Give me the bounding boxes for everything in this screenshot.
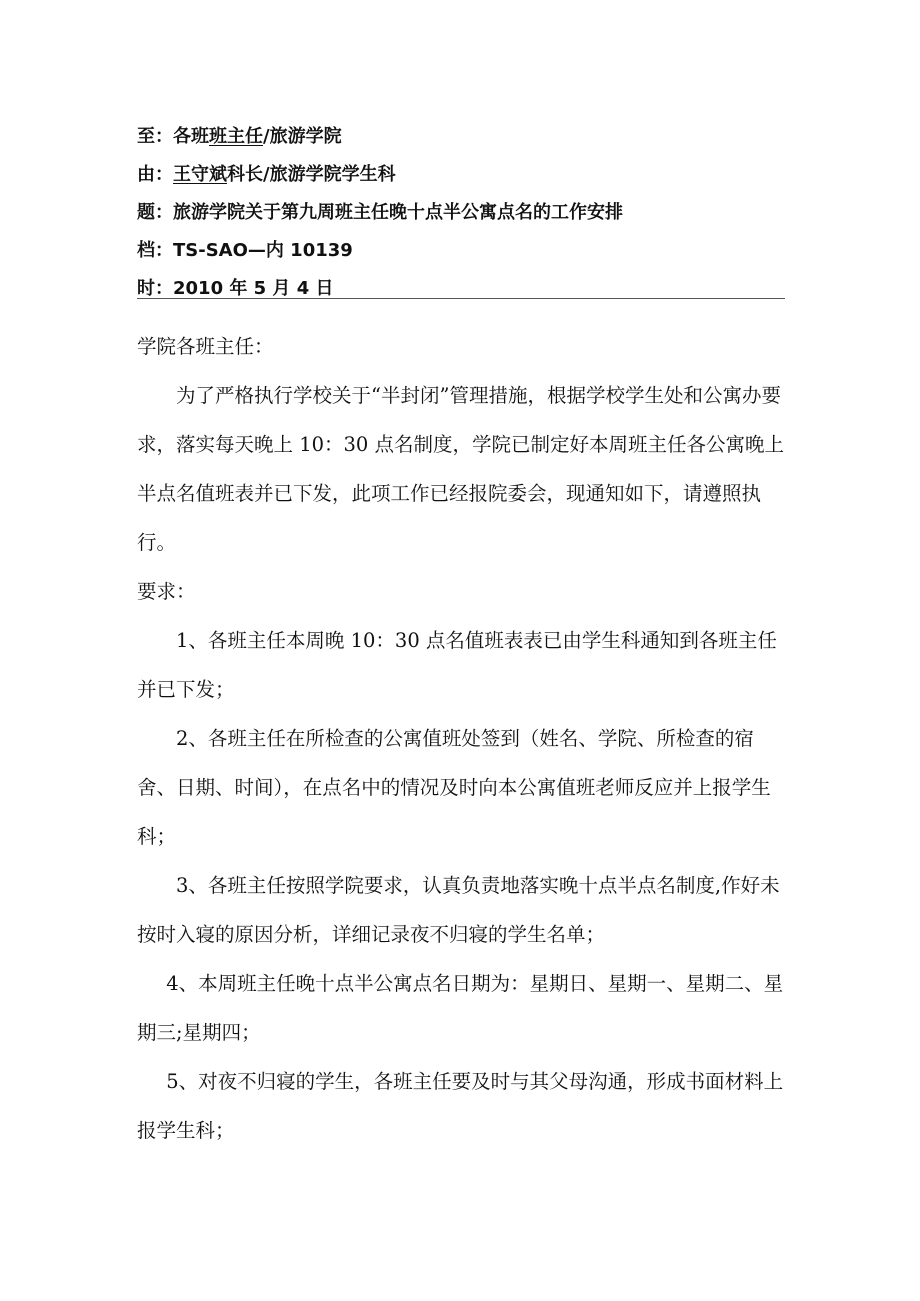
memo-file-number: TS-SAO—内 10139: [173, 240, 353, 261]
memo-from-label: 由：: [137, 164, 173, 185]
memo-from-name: 王守斌: [173, 164, 227, 185]
memo-from-line: [137, 162, 785, 200]
memo-subject-label: 题：: [137, 202, 173, 223]
requirement-item-1: 1、各班主任本周晚 10：30 点名值班表表已由学生科通知到各班主任并已下发；: [137, 629, 777, 701]
header-divider: [137, 298, 785, 299]
memo-file-line: [137, 238, 785, 276]
requirement-item-5: 5、对夜不归寝的学生，各班主任要及时与其父母沟通，形成书面材料上报学生科；: [137, 1070, 784, 1142]
salutation: 学院各班主任：: [137, 335, 274, 358]
memo-header: [137, 124, 785, 314]
requirements-label: 要求：: [137, 580, 196, 603]
memo-file-label: 档：: [137, 240, 173, 261]
requirement-item-4: 4、本周班主任晚十点半公寓点名日期为：星期日、星期一、星期二、星期三;星期四；: [137, 972, 784, 1044]
memo-subject: 旅游学院关于第九周班主任晚十点半公寓点名的工作安排: [173, 202, 623, 223]
memo-to-college: /旅游学院: [263, 126, 342, 147]
memo-to-role: 班主任: [209, 126, 263, 147]
memo-to-line: [137, 124, 785, 162]
intro-paragraph: 为了严格执行学校关于“半封闭”管理措施，根据学校学生处和公寓办要求，落实每天晚上 10：30 点名制度，学院已制定好本周班主任各公寓晚上半点名值班表并已下发，此项工作已经报院委会，现通知如下，请遵照执行。: [137, 384, 785, 554]
memo-body: [137, 322, 789, 1155]
memo-to-class: 各班: [173, 126, 209, 147]
memo-date-line: [137, 276, 785, 314]
memo-date-label: 时：: [137, 278, 173, 299]
requirement-item-3: 3、各班主任按照学院要求，认真负责地落实晚十点半点名制度,作好未按时入寝的原因分析，详细记录夜不归寝的学生名单；: [137, 874, 780, 946]
memo-from-title: 科长/旅游学院学生科: [227, 164, 396, 185]
memo-to-label: 至：: [137, 126, 173, 147]
requirement-item-2: 2、各班主任在所检查的公寓值班处签到（姓名、学院、所检查的宿舍、日期、时间），在点名中的情况及时向本公寓值班老师反应并上报学生科；: [137, 727, 771, 848]
memo-subject-line: [137, 200, 785, 238]
memo-date: 2010 年 5 月 4 日: [173, 278, 334, 299]
